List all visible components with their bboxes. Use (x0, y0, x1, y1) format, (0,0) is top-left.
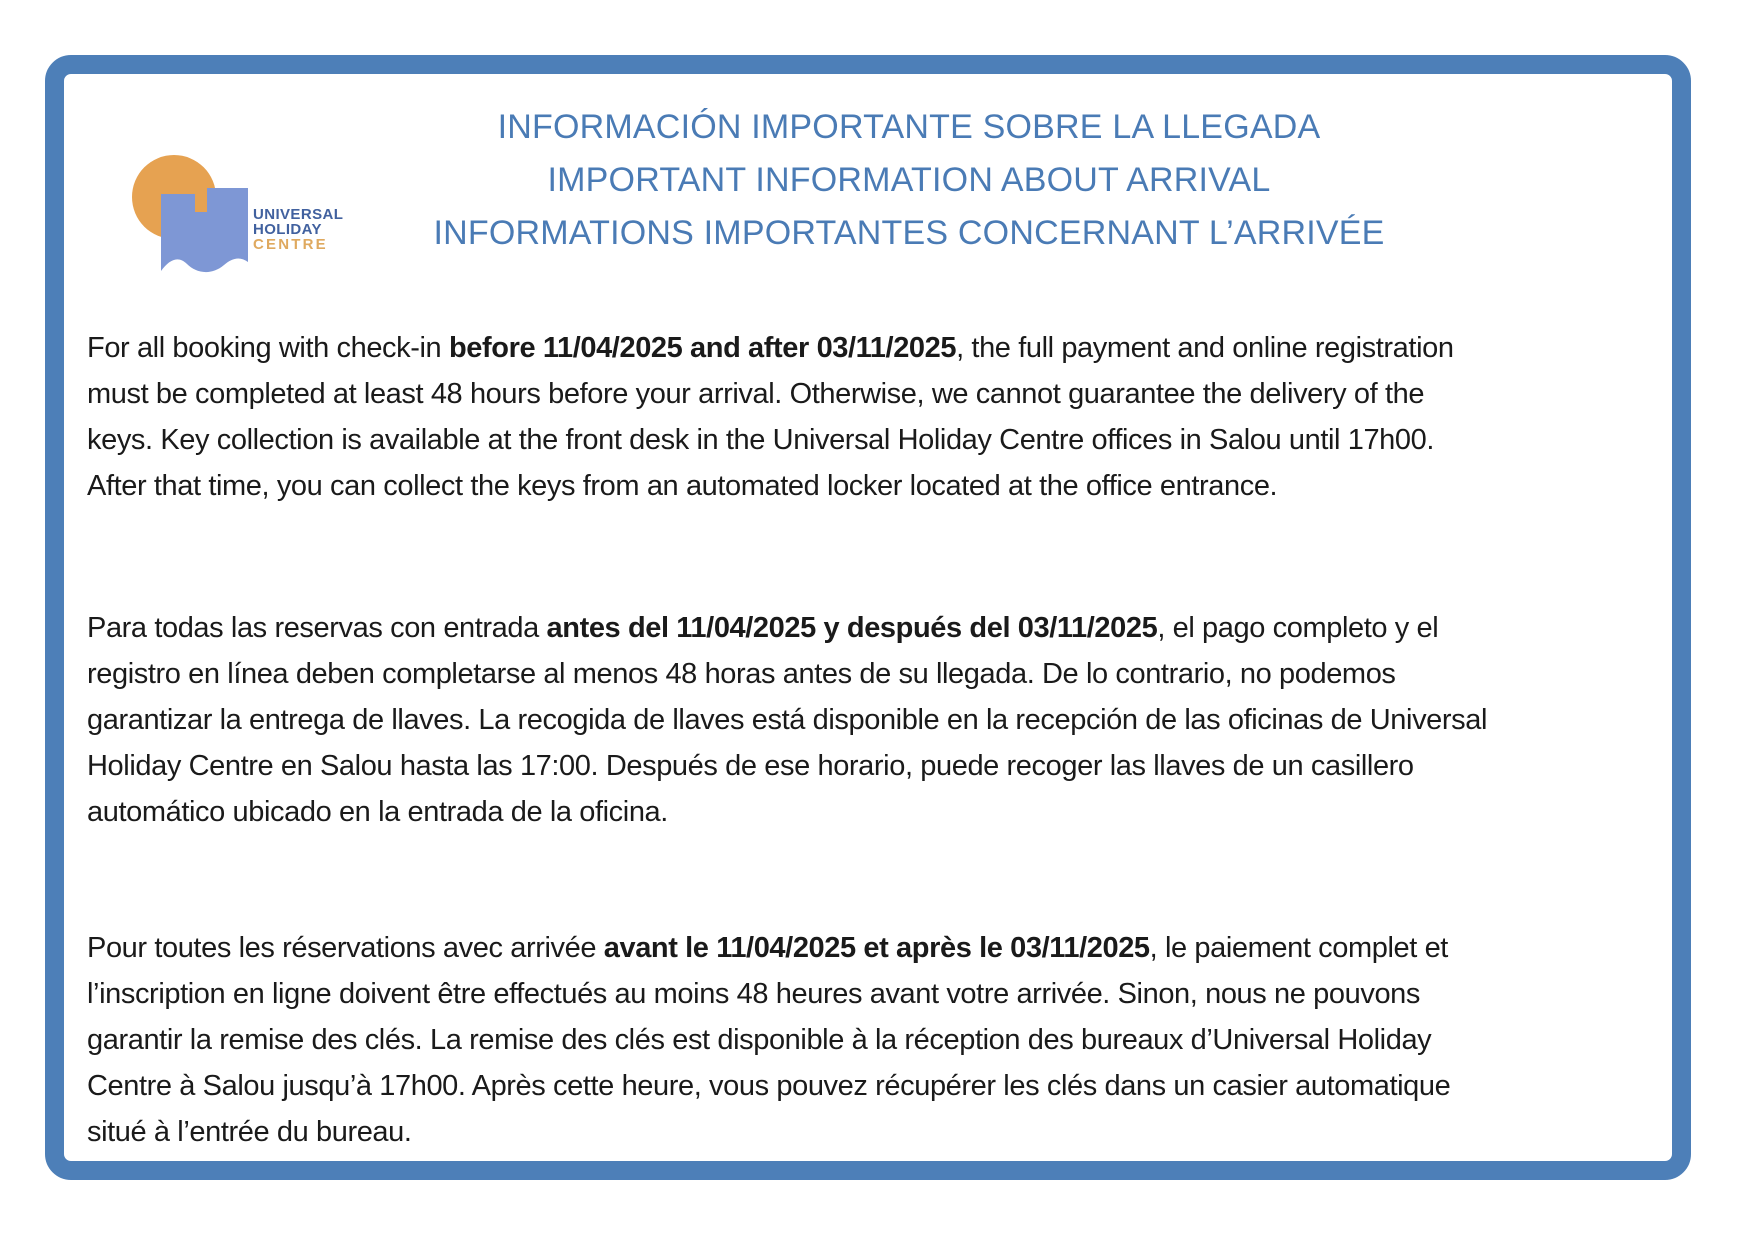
title-english: IMPORTANT INFORMATION ABOUT ARRIVAL (547, 161, 1271, 199)
logo-text-universal: UNIVERSAL (253, 206, 344, 223)
title-french: INFORMATIONS IMPORTANTES CONCERNANT L’ARRIVÉE (433, 214, 1385, 252)
text-line: garantir la remise des clés. La remise des clés est disponible à la réception des bureaux d’Universal Holiday (87, 1024, 1432, 1056)
title-block (87, 101, 1731, 260)
text-line: Para todas las reservas con entrada antes del 11/04/2025 y después del 03/11/2025, el pago completo y el (87, 612, 1439, 644)
logo-text-centre: CENTRE (253, 236, 328, 253)
paragraph-spanish (87, 605, 1487, 835)
text-line: Centre à Salou jusqu’à 17h00. Après cette heure, vous pouvez récupérer les clés dans un casier automatique (87, 1070, 1451, 1102)
text-line: keys. Key collection is available at the front desk in the Universal Holiday Centre offices in Salou until 17h00. (87, 424, 1435, 456)
title-spanish: INFORMACIÓN IMPORTANTE SOBRE LA LLEGADA (497, 108, 1321, 146)
text-line: Pour toutes les réservations avec arrivée avant le 11/04/2025 et après le 03/11/2025, le paiement complet et (87, 932, 1448, 964)
text-line: For all booking with check-in before 11/04/2025 and after 03/11/2025, the full payment and online registration (87, 332, 1454, 364)
text-line: situé à l’entrée du bureau. (87, 1116, 412, 1148)
text-line: After that time, you can collect the keys from an automated locker located at the office entrance. (87, 470, 1278, 502)
text-line: must be completed at least 48 hours before your arrival. Otherwise, we cannot guarantee the delivery of the (87, 378, 1425, 410)
paragraph-french (87, 925, 1450, 1155)
paragraph-english (87, 325, 1454, 509)
text-line: garantizar la entrega de llaves. La recogida de llaves está disponible en la recepción de las oficinas de Universal (87, 704, 1488, 736)
text-line: automático ubicado en la entrada de la oficina. (87, 796, 668, 828)
text-line: l’inscription en ligne doivent être effectués au moins 48 heures avant votre arrivée. Sinon, nous ne pouvons (87, 978, 1420, 1010)
text-line: Holiday Centre en Salou hasta las 17:00. Después de ese horario, puede recoger las llaves de un casillero (87, 750, 1414, 782)
text-line: registro en línea deben completarse al menos 48 horas antes de su llegada. De lo contrario, no podemos (87, 658, 1396, 690)
logo-text-holiday: HOLIDAY (253, 221, 322, 238)
